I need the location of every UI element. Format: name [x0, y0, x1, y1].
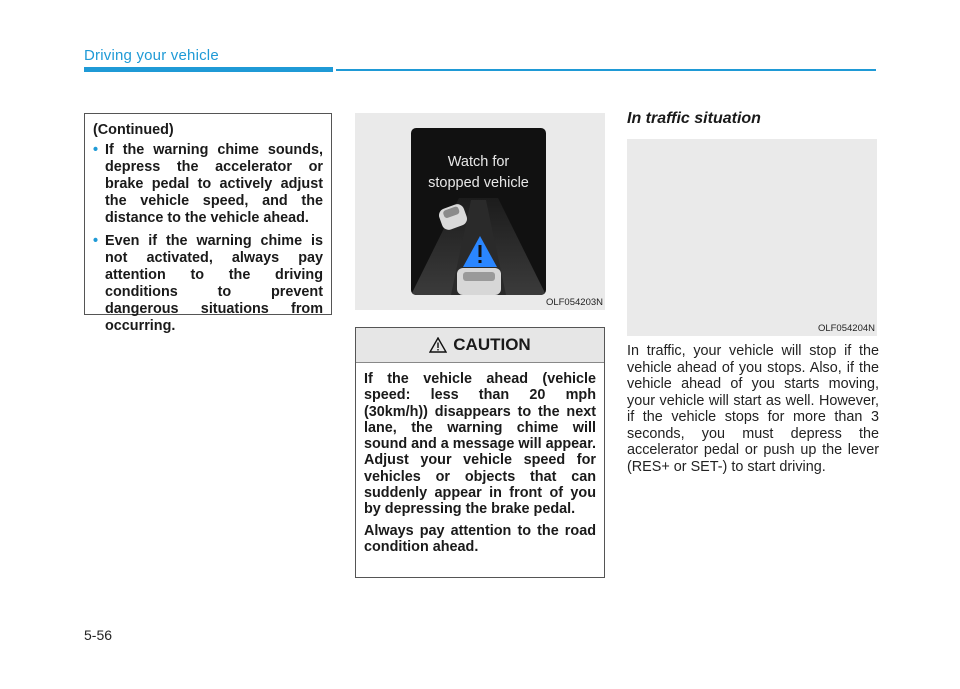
header-rule-thick — [84, 67, 333, 72]
bullet-text: If the warning chime sounds, depress the accelerator or brake pedal to actively adjust the vehicle speed, and the distance to the vehicle ahead. — [105, 142, 323, 226]
figure-stopped-vehicle-display — [355, 113, 605, 310]
caution-body — [356, 363, 604, 555]
header-rule-thin — [336, 69, 876, 71]
caution-paragraph: If the vehicle ahead (vehicle speed: less than 20 mph (30km/h)) disappears to the next lane, the warning chime will sound and a message will appear. Adjust your vehicle speed for vehicles or objects that can suddenly appear in front of you by depressing the brake pedal. — [364, 371, 596, 518]
continued-label: (Continued) — [93, 122, 174, 138]
figure-caption: OLF054204N — [817, 323, 875, 334]
bullet-item — [93, 142, 323, 227]
bullet-item — [93, 233, 323, 335]
caution-header — [356, 328, 604, 363]
bullet-dot-icon: • — [93, 233, 99, 249]
continued-warning-box — [84, 113, 332, 334]
cluster-display — [411, 128, 546, 295]
section-title-traffic: In traffic situation — [627, 110, 761, 127]
road-scene-illustration — [411, 128, 546, 295]
caution-title: CAUTION — [453, 335, 531, 354]
bullet-text: Even if the warning chime is not activated, always pay attention to the driving conditions to prevent dangerous situations from occurring. — [105, 233, 323, 334]
caution-warning-icon — [429, 337, 447, 353]
bullet-dot-icon: • — [93, 142, 99, 158]
page-number: 5-56 — [84, 627, 113, 643]
section-header-title: Driving your vehicle — [84, 47, 219, 64]
figure-caption: OLF054203N — [545, 297, 603, 308]
figure-traffic-situation — [627, 139, 877, 336]
caution-paragraph: Always pay attention to the road condition ahead. — [364, 522, 596, 555]
display-message-line1: Watch for — [447, 154, 510, 170]
traffic-body-text: In traffic, your vehicle will stop if the vehicle ahead of you stops. Also, if the vehicle ahead of you starts moving, your vehicle will start as well. However, if the vehicle stops for more than 3 seconds, you must depress the accelerator pedal or push up the lever (RES+ or SET-) to start driving. — [627, 343, 879, 475]
caution-box — [355, 327, 605, 578]
display-message-line2: stopped vehicle — [428, 175, 529, 191]
